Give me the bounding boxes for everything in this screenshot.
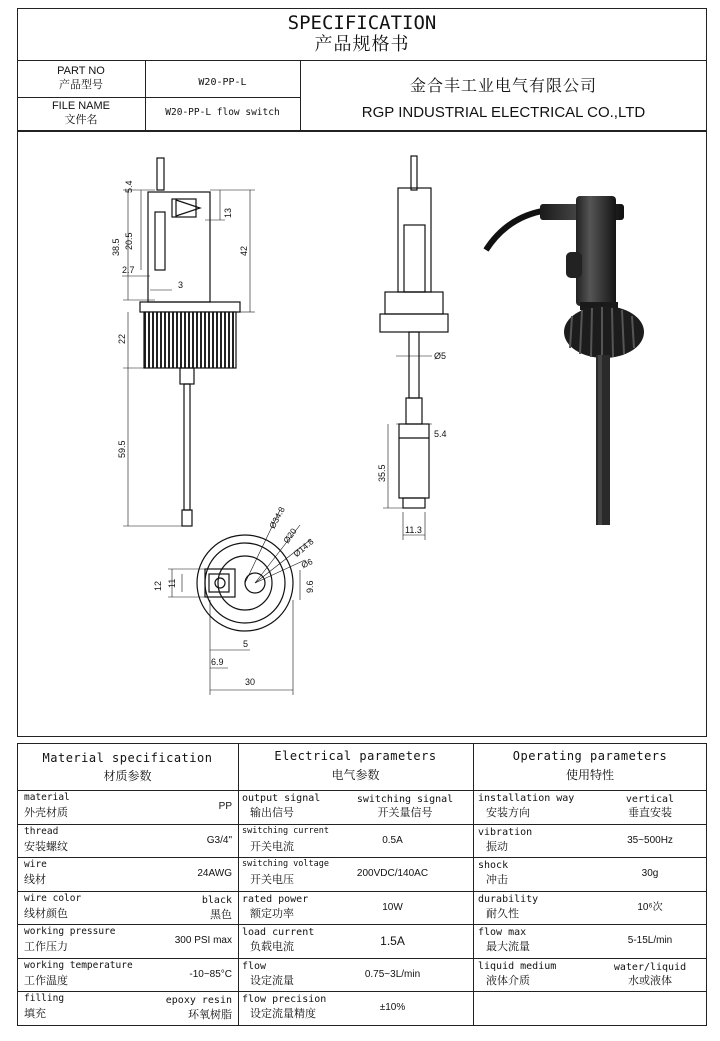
dim-6-9: 6.9 — [211, 657, 224, 667]
material-label-cn: 外壳材质 — [24, 807, 68, 819]
material-label-en: wire — [24, 859, 47, 870]
side-view — [122, 158, 255, 526]
material-value: PP — [218, 801, 232, 812]
dim-22: 22 — [117, 333, 127, 344]
electrical-value: 10W — [382, 901, 403, 913]
operating-value-cn: 垂直安装 — [628, 807, 672, 819]
dim-d6: Ø6 — [299, 556, 315, 571]
material-label-cn: 工作压力 — [24, 941, 68, 953]
material-value-cn: 黑色 — [210, 908, 232, 921]
operating-value: 5-15L/min — [627, 935, 673, 946]
material-label-cn: 线材 — [24, 874, 46, 886]
part-no-label-en: PART NO — [57, 65, 105, 77]
dim-59-5: 59.5 — [117, 440, 127, 458]
col2-title-cn: 电气参数 — [331, 768, 380, 782]
file-name-value: W20-PP-L flow switch — [165, 107, 280, 118]
operating-label-cn: 耐久性 — [486, 907, 519, 920]
dim-38-5: 38.5 — [111, 238, 121, 256]
part-no-label-cn: 产品型号 — [59, 79, 103, 91]
col3-title-cn: 使用特性 — [565, 768, 614, 782]
dim-12: 12 — [153, 580, 163, 591]
dim-9-6: 9.6 — [305, 580, 315, 593]
electrical-value: 1.5A — [380, 934, 405, 948]
operating-label-cn: 安装方向 — [486, 807, 530, 819]
dim-d14-8: Ø14.8 — [291, 536, 316, 559]
operating-label-cn: 冲击 — [486, 874, 508, 886]
operating-label-cn: 振动 — [486, 840, 508, 853]
spec-row-divider — [17, 958, 707, 959]
operating-label-en: flow max — [478, 927, 527, 938]
col3-title-en: Operating parameters — [512, 749, 668, 763]
material-label-cn: 工作温度 — [24, 974, 68, 987]
material-label-en: filling — [24, 993, 65, 1004]
electrical-label-en: switching current — [242, 825, 329, 836]
operating-label-en: durability — [478, 893, 539, 905]
electrical-label-cn: 额定功率 — [250, 907, 294, 920]
electrical-label-en: rated power — [242, 893, 309, 905]
title-en: SPECIFICATION — [287, 12, 437, 34]
col1-title-en: Material specification — [42, 751, 213, 765]
spec-vline-1 — [238, 743, 239, 1026]
material-label-en: material — [24, 792, 70, 803]
dim-d20: Ø20 — [281, 526, 299, 546]
electrical-value: 0.75~3L/min — [364, 968, 421, 980]
electrical-label-cn: 开关电压 — [250, 874, 294, 886]
dim-11-3: 11.3 — [405, 525, 422, 535]
operating-value-cn: 水或液体 — [628, 974, 672, 987]
material-label-cn: 填充 — [24, 1008, 46, 1020]
material-value: 24AWG — [197, 868, 232, 879]
operating-label-en: shock — [478, 860, 509, 871]
operating-value-en: vertical — [625, 794, 675, 805]
electrical-value-cn: 开关量信号 — [377, 807, 433, 819]
material-label-en: wire color — [24, 892, 82, 904]
material-label-en: working pressure — [24, 926, 116, 937]
dim-42: 42 — [239, 245, 249, 256]
product-render — [486, 196, 644, 525]
material-value: G3/4" — [206, 834, 232, 846]
electrical-label-cn: 设定流量 — [250, 974, 294, 987]
material-label-en: working temperature — [24, 959, 133, 971]
dim-35-5: 35.5 — [377, 464, 387, 482]
part-no-value: W20-PP-L — [198, 77, 247, 88]
col1-title-cn: 材质参数 — [103, 769, 152, 783]
col2-title-en: Electrical parameters — [274, 749, 437, 763]
dim-d5: Ø5 — [434, 351, 447, 361]
operating-value: 30g — [641, 868, 659, 879]
operating-label-cn: 最大流量 — [486, 941, 530, 953]
dim-3: 3 — [178, 280, 184, 290]
operating-label-en: vibration — [478, 826, 533, 838]
electrical-label-cn: 开关电流 — [250, 840, 294, 853]
electrical-label-en: switching voltage — [242, 859, 329, 869]
operating-label-en: installation way — [478, 793, 575, 804]
material-value: -10~85°C — [189, 968, 232, 980]
electrical-label-en: flow — [242, 960, 267, 972]
dim-d34-8: Ø34.8 — [267, 505, 287, 531]
electrical-label-cn: 负载电流 — [250, 941, 294, 953]
electrical-label-en: load current — [242, 927, 315, 938]
material-value: epoxy resin — [165, 995, 232, 1006]
electrical-label-en: output signal — [242, 793, 321, 804]
electrical-label-cn: 输出信号 — [250, 807, 294, 819]
spec-row-divider — [17, 924, 707, 925]
electrical-label-cn: 设定流量精度 — [250, 1008, 316, 1020]
material-value: 300 PSI max — [174, 935, 232, 946]
dim-11: 11 — [167, 578, 177, 588]
operating-value: 10⁶次 — [637, 901, 663, 913]
operating-value: 35~500Hz — [627, 834, 673, 846]
dim-30: 30 — [245, 677, 256, 687]
material-label-en: thread — [24, 825, 59, 837]
material-label-cn: 线材颜色 — [24, 907, 68, 920]
spec-row-divider — [17, 824, 707, 825]
dim-5-4: 5.4 — [124, 180, 134, 193]
spec-row-divider — [17, 891, 707, 892]
material-value: black — [201, 894, 232, 906]
electrical-label-en: flow precision — [242, 994, 327, 1005]
spec-row-divider — [17, 790, 707, 791]
dim-5-4b: 5.4 — [434, 429, 447, 439]
spec-vline-2 — [473, 743, 474, 1026]
operating-label-en: liquid medium — [478, 960, 557, 972]
material-value-cn: 环氧树脂 — [188, 1009, 232, 1021]
company-en: RGP INDUSTRIAL ELECTRICAL CO.,LTD — [361, 104, 646, 121]
electrical-value: ±10% — [379, 1002, 406, 1013]
dim-13: 13 — [223, 207, 233, 218]
electrical-value: 0.5A — [382, 834, 403, 846]
spec-row-divider — [17, 857, 707, 858]
electrical-value-en: switching signal — [356, 794, 454, 805]
spec-row-divider — [17, 991, 707, 992]
material-label-cn: 安装螺纹 — [24, 840, 68, 853]
operating-value-en: water/liquid — [613, 961, 687, 973]
dim-20-5: 20.5 — [124, 232, 134, 250]
dim-5b: 5 — [243, 639, 249, 649]
front-view — [380, 156, 448, 540]
operating-label-cn: 液体介质 — [486, 974, 530, 987]
file-name-label-cn: 文件名 — [64, 114, 98, 126]
title-cn: 产品规格书 — [314, 34, 410, 54]
dim-2-7: 2.7 — [122, 265, 135, 275]
file-name-label-en: FILE NAME — [51, 100, 111, 112]
electrical-value: 200VDC/140AC — [356, 868, 429, 879]
company-cn: 金合丰工业电气有限公司 — [409, 78, 597, 95]
